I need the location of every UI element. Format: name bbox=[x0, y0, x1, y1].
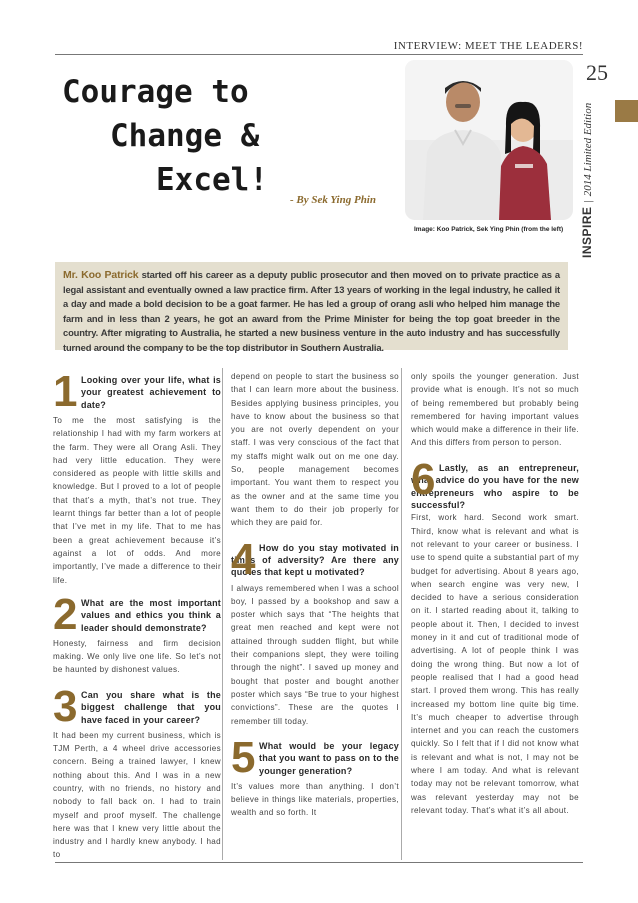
question-number: 2 bbox=[53, 589, 78, 639]
column-1 bbox=[53, 367, 221, 862]
question-2 bbox=[53, 589, 221, 639]
side-edition-strip bbox=[580, 58, 602, 258]
question-number: 4 bbox=[231, 534, 256, 584]
question-text: Can you share what is the biggest challenge that you have faced in your career? bbox=[81, 689, 221, 725]
column-divider-2 bbox=[401, 368, 402, 860]
page-number: 25 bbox=[586, 60, 608, 85]
edition-label: 2014 Limited Edition bbox=[582, 102, 594, 197]
portrait-illustration bbox=[405, 60, 573, 220]
title-line-1: Courage to bbox=[62, 74, 249, 110]
intro-box bbox=[55, 262, 568, 353]
question-number: 1 bbox=[53, 367, 78, 416]
answer-text: I always remembered when I was a school boy, I passed by a bookshop and saw a poster which says that “The heights that great men reached and kept were not attained through sudden flight, but while their companions slept, they were toiling through the night”. I saved up money and bought that poster and bought another poster which says “Be true to your highest convictions”. These are the quotes I remember till today. bbox=[231, 583, 399, 726]
section-label: INTERVIEW: MEET THE LEADERS! bbox=[393, 40, 583, 52]
title-line-2: Change & bbox=[110, 118, 260, 154]
magazine-brand: INSPIRE bbox=[580, 206, 594, 258]
question-5 bbox=[231, 732, 399, 782]
question-6 bbox=[411, 454, 579, 512]
answer-text-continued: depend on people to start the business so that I can learn more about the business. Besides applying business principles, you have to know about the business so that you are not overly dependent on your staff. I was very conscious of the fact that my staffs might walk out on me one day. So, people management becomes important. You want them to respect you as the owner and at the same time you want them to do their job properly for which they are paid for. bbox=[231, 372, 399, 528]
question-number: 3 bbox=[53, 681, 78, 731]
article-title bbox=[62, 70, 268, 202]
question-text: How do you stay motivated in times of adversity? Are there any quotes that kept u motivated? bbox=[231, 542, 399, 578]
question-text: Lastly, as an entrepreneur, what advice do you have for the new entrepreneurs who aspire to be successful? bbox=[411, 462, 579, 510]
column-divider-1 bbox=[222, 368, 223, 860]
question-text: What would be your legacy that you want to pass on to the younger generation? bbox=[259, 740, 399, 776]
photo-caption: Image: Koo Patrick, Sek Ying Phin (from the left) bbox=[414, 226, 564, 233]
question-3 bbox=[53, 681, 221, 731]
question-1 bbox=[53, 367, 221, 416]
answer-text: To me the most satisfying is the relationship I had with my farm workers at the farm. They were all Orang Asli. They had very little education. They were considered as people with little skills and knowledge. But I proved to a lot of people that that’s a myth, that’s not true. They learnt things far better than a lot of people that I’ve met in my life. That to me has been a great achievement because it’s against a lot of odds. And more importantly, I’ve made a difference to their life. bbox=[53, 416, 221, 585]
portrait-photo bbox=[405, 60, 573, 220]
column-2 bbox=[231, 370, 399, 820]
intro-text: started off his career as a deputy public prosecutor and then moved on to private practice as a legal assistant and eventually owned a law practice firm. After 13 years of working in the legal industry, he called it a day and made a bold decision to be a goat farmer. He has led a group of orang asli who helped him manage the farm and in less than 2 years, he got an award from the Prime Minister for being the top goat breeder in the country. After migrating to Australia, he started a new business venture in the auto industry and has successfully turned around the company to be the top distributor in Southern Australia. bbox=[63, 269, 560, 353]
answer-text: First, work hard. Second work smart. Third, know what is relevant and what is not relevant to your career or business. I use to spend quite a substantial part of my budget for advertising. About 8 years ago, when search engine was very new, I decided to have a serious consideration on it. I started reading about it, talking to people about it. Then, I decided to invest money in it and cut of traditional mode of advertising. A lot of people think I was doing the wrong thing. But now a lot of people realised that I had a good head start. I proved them wrong. This has really increased my bottom line quite big time. It’s much cheaper to advertise through internet and you can reach the customers quickly. So I felt that if I did not know what is relevant and what is not, I may not be where I am today. And what is relevant today may not be relevant tomorrow, what was relevant yesterday may not be relevant today. That’s what it’s all about. bbox=[411, 513, 579, 815]
column-3 bbox=[411, 370, 579, 817]
answer-text: It had been my current business, which is TJM Perth, a 4 wheel drive accessories concern. Being a trained lawyer, I knew nothing about this. And I was in a new country, with no friends, no history and nobody to fall back on. I had to train myself and proof myself. The challenge here was that I knew very little about the industry and I hardly knew anybody. I had to bbox=[53, 730, 221, 860]
question-4 bbox=[231, 534, 399, 584]
question-number: 6 bbox=[411, 454, 436, 504]
answer-text-continued: only spoils the younger generation. Just provide what is enough. It’s not so much of being remembered but probably being remembered for having important values which would make a difference in their life. And this differs from person to person. bbox=[411, 372, 579, 448]
byline: - By Sek Ying Phin bbox=[290, 194, 376, 206]
answer-text: Honesty, fairness and firm decision making. We only live one life. So let’s not be haunted by dishonest values. bbox=[53, 638, 221, 675]
question-number: 5 bbox=[231, 732, 256, 782]
accent-block bbox=[615, 100, 638, 122]
question-text: What are the most important values and ethics you think a leader should demonstrate? bbox=[81, 597, 221, 633]
header-divider bbox=[55, 54, 583, 55]
question-text: Looking over your life, what is your greatest achievement to date? bbox=[81, 375, 221, 410]
footer-divider bbox=[55, 862, 583, 863]
side-separator: | bbox=[582, 200, 594, 203]
intro-name: Mr. Koo Patrick bbox=[63, 269, 139, 281]
answer-text: It’s values more than anything. I don’t believe in things like materials, properties, wealth and so forth. It bbox=[231, 781, 399, 818]
title-line-3: Excel! bbox=[156, 162, 268, 198]
